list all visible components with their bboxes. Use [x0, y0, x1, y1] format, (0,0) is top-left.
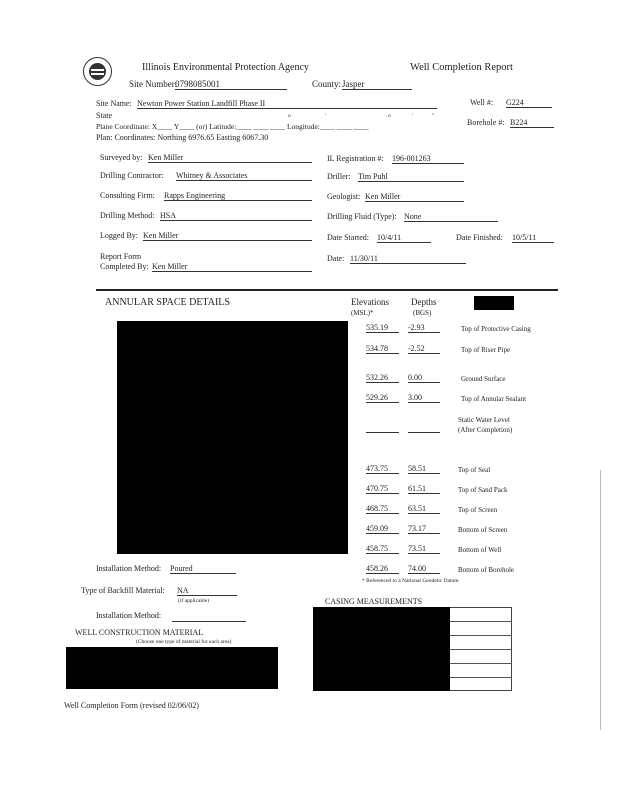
elev-value: 532.26 — [366, 373, 399, 383]
row-label: Top of Riser Pipe — [461, 346, 511, 354]
depth-value: 73.17 — [408, 524, 440, 534]
elev-value: 470.75 — [366, 484, 399, 494]
casing-title: CASING MEASUREMENTS — [325, 597, 423, 606]
row-label: Top of Screen — [458, 506, 498, 514]
iepa-logo — [83, 57, 112, 86]
elev-value: 535.19 — [366, 323, 399, 333]
depth-value: 63.51 — [408, 504, 440, 514]
drilling-contractor-value: Whitney & Associates — [176, 171, 312, 181]
form-title: Well Completion Report — [410, 62, 513, 73]
site-name-value: Newton Power Station Landfill Phase II — [137, 99, 437, 109]
site-number-value: 0798085001 — [175, 79, 287, 90]
row-label: Ground Surface — [461, 375, 506, 383]
casing-row-line — [450, 649, 512, 650]
agency-name: Illinois Environmental Protection Agency — [142, 62, 309, 73]
consulting-firm-value: Rapps Engineering — [164, 191, 312, 201]
drilling-fluid-value: None — [404, 212, 498, 222]
degree-symbol: o — [288, 113, 291, 119]
backfill-label: Type of Backfill Material: — [81, 586, 165, 595]
borehole-label: Borehole #: — [467, 118, 505, 127]
row-label: Bottom of Screen — [458, 526, 508, 534]
completed-by-value: Ken Miller — [152, 262, 312, 272]
elev-value: 459.09 — [366, 524, 399, 534]
geologist-label: Geologist: — [327, 192, 361, 201]
form-revision: Well Completion Form (revised 02/06/02) — [64, 701, 199, 710]
elev-value: 529.26 — [366, 393, 399, 403]
backfill-value: NA — [177, 586, 237, 596]
elev-value: 468.75 — [366, 504, 399, 514]
redacted-construction-table — [66, 647, 278, 689]
surveyed-by-value: Ken Miller — [148, 153, 312, 163]
installation-method-label: Installation Method: — [96, 564, 162, 573]
depth-value — [408, 421, 440, 433]
plan-coordinates: Plan: Coordinates: Northing 6976.65 Easting 6067.30 — [96, 133, 269, 142]
elev-value: 473.75 — [366, 464, 399, 474]
row-label: Top of Seal — [458, 466, 491, 474]
elevations-sub: (MSL)* — [351, 309, 374, 317]
row-label: Bottom of Well — [458, 546, 502, 554]
datum-note: * Referenced to a National Geodetic Datum — [362, 578, 459, 584]
depth-value: 74.00 — [408, 564, 440, 574]
construction-subtitle: (Choose one type of material for each area) — [136, 639, 232, 645]
casing-row-line — [450, 663, 512, 664]
annular-title: ANNULAR SPACE DETAILS — [105, 297, 230, 308]
installation-method-value: Poured — [170, 564, 236, 574]
installation-method-2-label: Installation Method: — [96, 611, 162, 620]
depth-value: 3.00 — [408, 393, 440, 403]
depths-sub: (BGS) — [413, 309, 432, 317]
redacted-box-header — [474, 296, 514, 310]
geologist-value: Ken Miller — [365, 192, 464, 202]
logged-by-label: Logged By: — [100, 231, 138, 240]
scan-edge-line — [600, 470, 601, 730]
plane-coordinate-line: Plane Coordinate: X____ Y____ (or) Latitude:____ ____ ____ Longitude:____ ____ ____ — [96, 122, 369, 131]
date-started-value: 10/4/11 — [377, 233, 431, 243]
redacted-well-diagram — [117, 321, 348, 554]
casing-row-line — [450, 635, 512, 636]
registration-value: 196-001263 — [392, 154, 464, 164]
well-value: G224 — [506, 98, 552, 108]
row-label-2: (After Completion) — [458, 426, 513, 434]
depths-header: Depths — [411, 297, 437, 307]
state-label: State — [96, 111, 112, 120]
county-value: Jasper — [342, 79, 412, 90]
surveyed-by-label: Surveyed by: — [100, 153, 143, 162]
site-number-label: Site Number: — [129, 79, 178, 89]
logo-mark — [89, 63, 106, 80]
casing-row-line — [450, 621, 512, 622]
county-label: County: — [312, 79, 342, 89]
elev-value — [366, 421, 399, 433]
second-symbol: " — [432, 113, 435, 119]
logged-by-value: Ken Miller — [143, 231, 312, 241]
date-started-label: Date Started: — [327, 233, 369, 242]
completed-by-label: Completed By: — [100, 262, 149, 271]
casing-row-line — [450, 677, 512, 678]
elevations-header: Elevations — [351, 297, 389, 307]
minute-symbol-2: ' — [412, 113, 413, 119]
row-label: Top of Sand Pack — [458, 486, 508, 494]
redacted-casing-table — [313, 607, 450, 691]
elev-value: 534.78 — [366, 344, 399, 354]
well-label: Well #: — [470, 98, 494, 107]
drilling-contractor-label: Drilling Contractor: — [100, 171, 164, 180]
row-label: Static Water Level — [458, 416, 510, 424]
depth-value: 61.51 — [408, 484, 440, 494]
depth-value: -2.93 — [408, 323, 440, 333]
depth-value: 58.51 — [408, 464, 440, 474]
minute-symbol: ' — [325, 113, 326, 119]
depth-value: 0.00 — [408, 373, 440, 383]
if-applicable-note: (if applicable) — [178, 598, 209, 604]
driller-label: Driller: — [327, 172, 351, 181]
registration-label: IL Registration #: — [327, 154, 384, 163]
date-label: Date: — [327, 254, 345, 263]
consulting-firm-label: Consulting Firm: — [100, 191, 155, 200]
degree-symbol-2: o — [388, 113, 391, 119]
date-finished-label: Date Finished: — [456, 233, 503, 242]
drilling-method-value: HSA — [160, 211, 312, 221]
row-label: Top of Annular Sealant — [461, 395, 527, 403]
row-label: Top of Protective Casing — [461, 325, 531, 333]
section-divider — [96, 289, 558, 291]
depth-value: -2.52 — [408, 344, 440, 354]
construction-title: WELL CONSTRUCTION MATERIAL — [75, 628, 204, 637]
elev-value: 458.26 — [366, 564, 399, 574]
row-label: Bottom of Borehole — [458, 566, 514, 574]
installation-method-2-value — [172, 611, 246, 622]
drilling-fluid-label: Drilling Fluid (Type): — [327, 212, 397, 221]
report-form-label: Report Form — [100, 252, 142, 261]
elev-value: 458.75 — [366, 544, 399, 554]
borehole-value: B224 — [510, 118, 554, 128]
site-name-label: Site Name: — [96, 99, 132, 108]
date-finished-value: 10/5/11 — [512, 233, 554, 243]
driller-value: Tim Puhl — [358, 172, 464, 182]
depth-value: 73.51 — [408, 544, 440, 554]
date-value: 11/30/11 — [350, 254, 466, 264]
drilling-method-label: Drilling Method: — [100, 211, 155, 220]
